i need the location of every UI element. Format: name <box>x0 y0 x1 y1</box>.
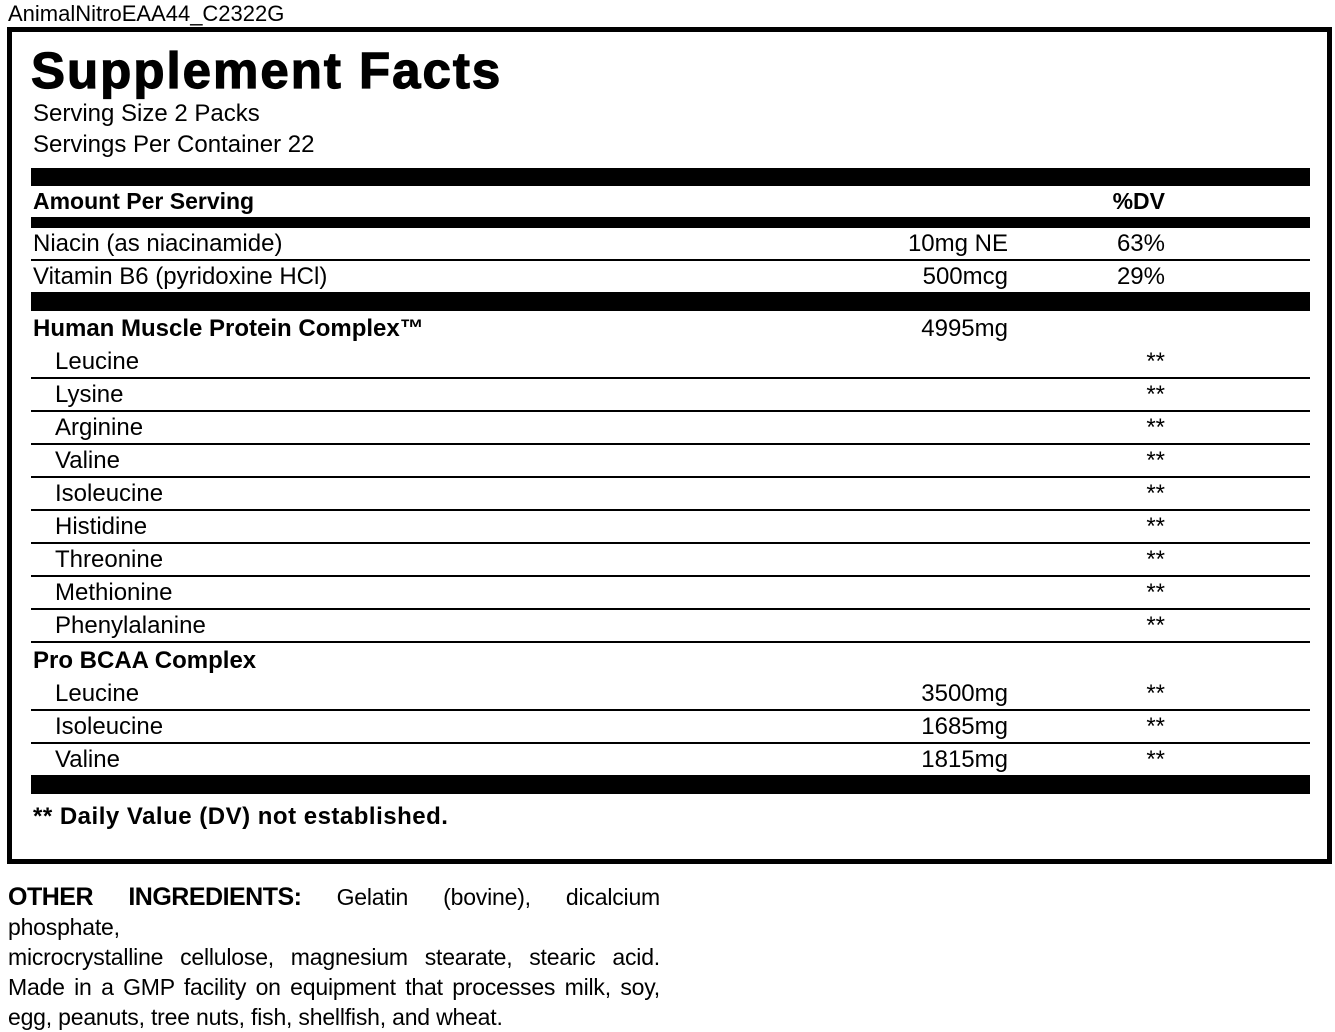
serving-size: Serving Size 2 Packs <box>33 100 260 127</box>
facts-table-body <box>31 228 1310 794</box>
table-row <box>31 379 1310 412</box>
table-header-row <box>31 186 1310 217</box>
row-dv: 63% <box>1116 229 1165 257</box>
row-name: Methionine <box>55 578 173 606</box>
row-name: Histidine <box>55 512 148 540</box>
row-name: Lysine <box>55 380 124 408</box>
other-ingredients-line: Made in a GMP facility on equipment that processes milk, soy, <box>8 974 660 1000</box>
row-amount: 10mg NE <box>907 229 1008 257</box>
row-name: Leucine <box>55 347 140 375</box>
other-ingredients-line <box>8 882 660 942</box>
separator-bar <box>31 292 1310 311</box>
amount-per-serving-header: Amount Per Serving <box>33 188 255 214</box>
row-name: Valine <box>55 745 120 773</box>
table-row <box>31 610 1310 643</box>
row-amount: 3500mg <box>921 679 1008 707</box>
row-name: Threonine <box>55 545 164 573</box>
row-amount: 500mcg <box>922 262 1008 290</box>
row-dv: ** <box>1146 446 1165 474</box>
row-name: Vitamin B6 (pyridoxine HCl) <box>33 262 328 290</box>
row-dv: ** <box>1146 712 1165 740</box>
row-name: Isoleucine <box>55 712 164 740</box>
table-row <box>31 744 1310 775</box>
supplement-facts-panel <box>7 27 1332 864</box>
row-name: Human Muscle Protein Complex™ <box>33 314 424 342</box>
row-dv: ** <box>1146 679 1165 707</box>
row-dv: ** <box>1146 413 1165 441</box>
row-dv: 29% <box>1116 262 1165 290</box>
table-row <box>31 711 1310 744</box>
row-amount: 1815mg <box>921 745 1008 773</box>
servings-per-container: Servings Per Container 22 <box>33 131 315 158</box>
table-row <box>31 577 1310 610</box>
other-ingredients-line: egg, peanuts, tree nuts, fish, shellfish, and wheat. <box>8 1004 503 1030</box>
table-row <box>31 478 1310 511</box>
row-dv: ** <box>1146 578 1165 606</box>
row-dv: ** <box>1146 512 1165 540</box>
row-name: Leucine <box>55 679 140 707</box>
row-dv: ** <box>1146 380 1165 408</box>
row-dv: ** <box>1146 745 1165 773</box>
row-name: Isoleucine <box>55 479 164 507</box>
dv-header: %DV <box>1112 188 1165 214</box>
table-row <box>31 511 1310 544</box>
table-row <box>31 412 1310 445</box>
separator-bar <box>31 168 1310 186</box>
row-name: Valine <box>55 446 120 474</box>
separator-bar <box>31 775 1310 794</box>
table-row <box>31 311 1310 346</box>
table-row <box>31 544 1310 577</box>
facts-title: Supplement Facts <box>31 42 503 99</box>
row-dv: ** <box>1146 347 1165 375</box>
other-ingredients <box>8 882 660 1032</box>
table-row <box>31 228 1310 261</box>
row-amount: 1685mg <box>921 712 1008 740</box>
row-name: Niacin (as niacinamide) <box>33 229 283 257</box>
other-ingredients-line: microcrystalline cellulose, magnesium stearate, stearic acid. <box>8 944 660 970</box>
row-amount: 4995mg <box>921 314 1008 342</box>
table-row <box>31 346 1310 379</box>
table-row <box>31 445 1310 478</box>
row-dv: ** <box>1146 545 1165 573</box>
row-dv: ** <box>1146 611 1165 639</box>
other-ingredients-label: OTHER INGREDIENTS: <box>8 883 302 911</box>
row-name: Arginine <box>55 413 144 441</box>
separator-bar <box>31 217 1310 228</box>
other-ingredients-text: Gelatin (bovine), dicalcium phosphate, <box>8 884 660 940</box>
table-row <box>31 261 1310 292</box>
table-row <box>31 643 1310 678</box>
row-name: Phenylalanine <box>55 611 206 639</box>
table-row <box>31 678 1310 711</box>
page-label: AnimalNitroEAA44_C2322G <box>8 1 285 26</box>
row-dv: ** <box>1146 479 1165 507</box>
daily-value-footnote: ** Daily Value (DV) not established. <box>33 803 449 830</box>
row-name: Pro BCAA Complex <box>33 646 257 674</box>
